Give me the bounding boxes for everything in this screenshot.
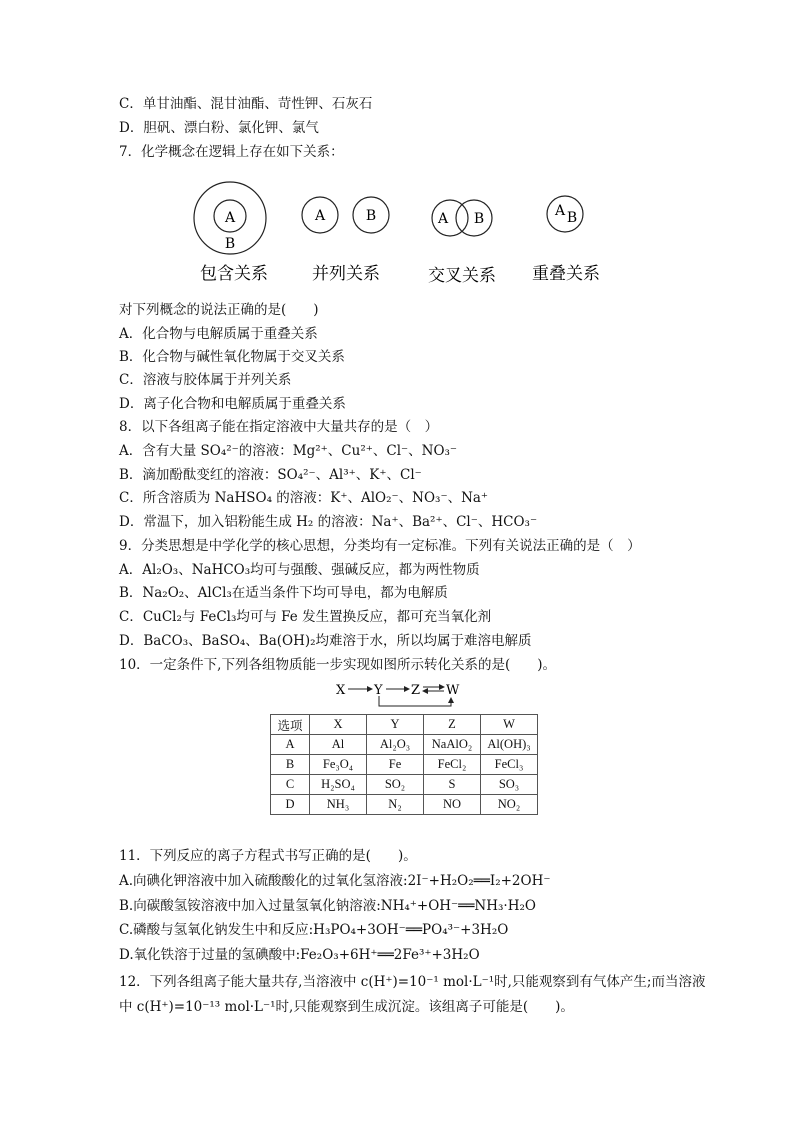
intersection-label-a: A [437,211,449,227]
option-d-q6: D．胆矾、漂白粉、氯化钾、氯气 [119,120,319,136]
intersection-label-b: B [473,211,485,227]
table-cell: SO₂ [367,775,424,795]
overlap-label-a: A [554,203,566,219]
table-cell: NO₂ [481,795,538,815]
table-header-cell: Y [367,715,424,735]
question-10-stem: 10．一定条件下,下列各组物质能一步实现如图所示转化关系的是( )。 [119,657,557,673]
table-cell: FeCl₂ [424,755,481,775]
option-d-q11: D.氧化铁溶于过量的氢碘酸中:Fe₂O₃+6H⁺══2Fe³⁺+3H₂O [119,947,480,963]
table-cell: NH₃ [310,795,367,815]
table-header-row [271,715,538,735]
table-row [271,775,538,795]
table-header-cell: X [310,715,367,735]
parallel-label-b: B [365,208,377,224]
table-cell: A [271,735,310,755]
table-cell: SO₃ [481,775,538,795]
node-x: X [336,683,346,698]
option-c-q7: C．溶液与胶体属于并列关系 [119,372,292,388]
question-7-prompt: 对下列概念的说法正确的是( ) [119,302,319,318]
concept-relation-diagram [180,172,620,292]
parallel-relation-figure [302,197,389,284]
parallel-label-a: A [314,208,326,224]
table-cell: Fe [367,755,424,775]
table-row [271,755,538,775]
option-d-q7: D．离子化合物和电解质属于重叠关系 [119,396,346,412]
table-cell: NO [424,795,481,815]
intersection-relation-figure [428,200,496,286]
table-header-cell: W [481,715,538,735]
table-cell: S [424,775,481,795]
caption-overlap: 重叠关系 [532,264,600,284]
option-a-q8: A．含有大量 SO₄²⁻的溶液：Mg²⁺、Cu²⁺、Cl⁻、NO₃⁻ [119,443,458,459]
table-cell: FeCl₃ [481,755,538,775]
table-cell: Al₂O₃ [367,735,424,755]
table-row [271,795,538,815]
table-header-cell: Z [424,715,481,735]
caption-inclusion: 包含关系 [200,264,268,284]
question-9-stem: 9．分类思想是中学化学的核心思想，分类均有一定标准。下列有关说法正确的是（ ） [119,538,641,554]
inclusion-label-a: A [224,210,236,226]
table-cell: B [271,755,310,775]
option-b-q11: B.向碳酸氢铵溶液中加入过量氢氧化钠溶液:NH₄⁺+OH⁻══NH₃·H₂O [119,898,536,914]
table-cell: N₂ [367,795,424,815]
table-row [271,735,538,755]
option-b-q8: B．滴加酚酞变红的溶液：SO₄²⁻、Al³⁺、K⁺、Cl⁻ [119,467,422,483]
conversion-diagram [330,680,470,712]
table-cell: Al [310,735,367,755]
caption-intersection: 交叉关系 [428,266,496,286]
table-cell: D [271,795,310,815]
overlap-relation-figure [532,196,600,284]
option-c-q11: C.磷酸与氢氧化钠发生中和反应:H₃PO₄+3OH⁻══PO₄³⁻+3H₂O [119,922,509,938]
table-cell: C [271,775,310,795]
option-b-q7: B．化合物与碱性氧化物属于交叉关系 [119,349,345,365]
question-7-stem: 7．化学概念在逻辑上存在如下关系： [119,144,344,160]
option-d-q9: D．BaCO₃、BaSO₄、Ba(OH)₂均难溶于水，所以均属于难溶电解质 [119,633,532,649]
inclusion-relation-figure [194,182,268,284]
inclusion-label-b: B [224,236,236,252]
option-c-q6: C．单甘油酯、混甘油酯、苛性钾、石灰石 [119,96,373,112]
node-y: Y [374,683,383,698]
table-cell: NaAlO₂ [424,735,481,755]
overlap-label-b: B [566,210,578,226]
table-cell: Al(OH)₃ [481,735,538,755]
option-c-q8: C．所含溶质为 NaHSO₄ 的溶液：K⁺、AlO₂⁻、NO₃⁻、Na⁺ [119,490,489,506]
option-a-q7: A．化合物与电解质属于重叠关系 [119,326,318,342]
node-w: W [446,683,460,698]
caption-parallel: 并列关系 [312,264,380,284]
question-12-stem: 12．下列各组离子能大量共存,当溶液中 c(H⁺)=10⁻¹ mol·L⁻¹时,只能观察到有气体产生;而当溶液中 c(H⁺)=10⁻¹³ mol·L⁻¹时,只能观察到生成沉淀。该组离子可能是( )。 [119,974,706,1015]
option-a-q9: A．Al₂O₃、NaHCO₃均可与强酸、强碱反应，都为两性物质 [119,562,480,578]
table-header-cell: 选项 [271,715,310,735]
option-c-q9: C．CuCl₂与 FeCl₃均可与 Fe 发生置换反应，都可充当氧化剂 [119,609,492,625]
table-cell: H₂SO₄ [310,775,367,795]
question-10-options-table [270,714,538,815]
question-8-stem: 8．以下各组离子能在指定溶液中大量共存的是（ ） [119,419,439,435]
table-cell: Fe₃O₄ [310,755,367,775]
option-a-q11: A.向碘化钾溶液中加入硫酸酸化的过氧化氢溶液:2I⁻+H₂O₂══I₂+2OH⁻ [119,873,551,889]
option-d-q8: D．常温下，加入铝粉能生成 H₂ 的溶液：Na⁺、Ba²⁺、Cl⁻、HCO₃⁻ [119,514,538,530]
node-z: Z [411,683,421,698]
option-b-q9: B．Na₂O₂、AlCl₃在适当条件下均可导电，都为电解质 [119,585,448,601]
question-11-stem: 11．下列反应的离子方程式书写正确的是( )。 [119,848,417,864]
